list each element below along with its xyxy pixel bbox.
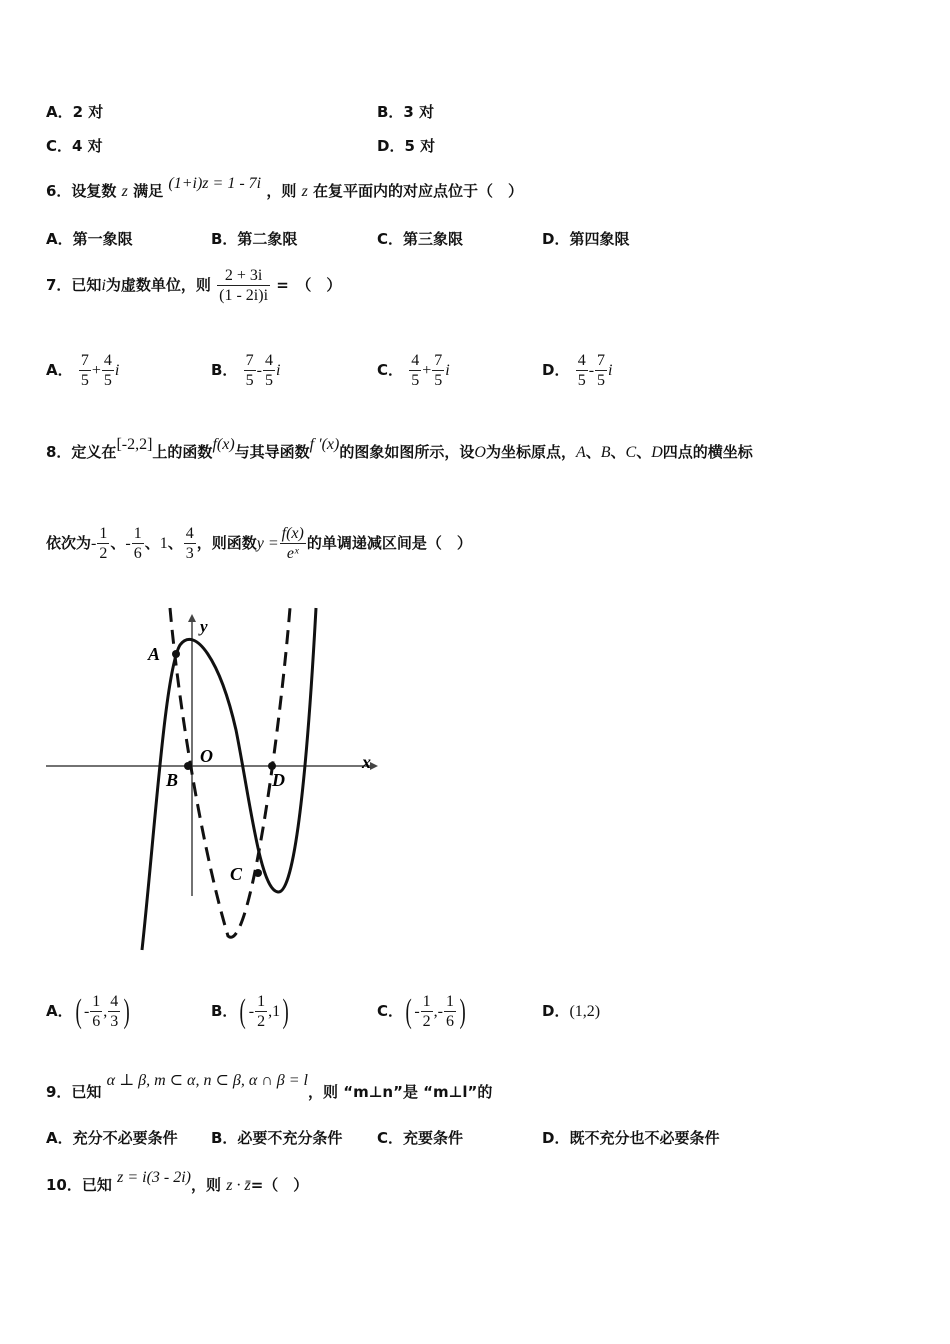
- q7-option-c: [377, 347, 450, 394]
- q6-equation: (1+i)z = 1 - 7i: [168, 175, 262, 192]
- num: 1: [133, 525, 142, 542]
- q8-a-label: A．: [46, 1002, 73, 1020]
- den: 3: [185, 545, 194, 562]
- i: i: [114, 362, 120, 379]
- den: 5: [411, 372, 420, 389]
- frac: [595, 351, 607, 390]
- num: 1: [422, 993, 431, 1010]
- frac: [280, 524, 306, 563]
- den: 2: [99, 545, 108, 562]
- q7-fraction: [217, 266, 270, 305]
- q7-denominator: (1 - 2i)i: [219, 287, 269, 304]
- q7-i: i: [101, 277, 106, 294]
- q9-option-c: C．充要条件: [377, 1129, 464, 1147]
- sep: 、: [585, 443, 601, 461]
- sep: 、: [610, 443, 626, 461]
- num: 7: [80, 352, 89, 369]
- num: 7: [434, 352, 443, 369]
- q8-option-c: C．( - $\frac{1}{2}$ ,- $\frac{1}{6}$ ): [377, 992, 466, 1030]
- den: 3: [110, 1013, 119, 1030]
- q6-z: z: [121, 183, 128, 200]
- i: i: [608, 362, 613, 379]
- q8-fpx: f ′(x): [309, 436, 340, 453]
- q8-interval: [-2,2]: [116, 436, 153, 453]
- frac: [79, 351, 91, 390]
- i: i: [445, 362, 450, 379]
- q8-t5: 四点的横坐标: [662, 443, 753, 461]
- frac: [102, 351, 114, 390]
- q7-option-b: [211, 347, 280, 394]
- q10-equation: z = i(3 - 2i): [117, 1169, 192, 1186]
- q8-d: D: [651, 444, 663, 461]
- num: 7: [245, 352, 254, 369]
- num: 4: [577, 352, 586, 369]
- num: 7: [597, 352, 606, 369]
- y-axis-arrow: [188, 614, 196, 622]
- frac: [432, 351, 444, 390]
- q10-expression: z · z̄: [226, 1177, 251, 1194]
- q8-t4: 为坐标原点，: [485, 443, 576, 461]
- num: f(x): [281, 525, 304, 542]
- q6-stem: [46, 175, 524, 202]
- q8-t6: ，则函数: [196, 534, 257, 552]
- frac: [132, 524, 144, 563]
- den: 5: [434, 372, 443, 389]
- i: i: [276, 362, 281, 379]
- x3: 1: [159, 535, 168, 552]
- den: 5: [103, 372, 112, 389]
- sep: 、: [167, 534, 183, 552]
- q8-b-label: B．: [211, 1002, 238, 1020]
- q8-t2: 与其导函数: [234, 443, 310, 461]
- sep: 、: [110, 534, 126, 552]
- num: 1: [99, 525, 108, 542]
- q8-t7: 的单调递减区间是（ ）: [306, 534, 472, 552]
- num: 1: [92, 993, 101, 1010]
- num: 4: [265, 352, 273, 369]
- sep: 、: [144, 534, 160, 552]
- op: +: [91, 362, 101, 379]
- q6-prefix: 6．设复数: [46, 182, 117, 200]
- q8-prefix: 8．定义在: [46, 443, 117, 461]
- frac: [244, 351, 256, 390]
- q6-option-d: D．第四象限: [542, 230, 630, 248]
- den: 2: [257, 1013, 266, 1030]
- q8-line2-prefix: 依次为: [46, 534, 92, 552]
- q6-option-b: B．第二象限: [211, 230, 298, 248]
- frac: [263, 351, 275, 390]
- q8-c: C: [625, 444, 637, 461]
- point-d: [268, 762, 276, 770]
- op: -: [256, 362, 262, 379]
- q9-stem: [46, 1072, 493, 1103]
- q7-d-label: D．: [542, 361, 570, 379]
- frac: [255, 992, 267, 1031]
- q10-suffix: =（ ）: [250, 1176, 309, 1194]
- q7-option-a: [46, 347, 119, 394]
- frac: [184, 524, 196, 563]
- point-b: [184, 762, 192, 770]
- q8-stem-line2: 依次为- $\frac{1}{2}$ 、- $\frac{1}{6}$ 、1、 $\frac{4}{3}$ ，则函数y = $\frac{f(x)}{\text{eˣ}}$ 的单调递减区间是（ ）: [46, 525, 472, 562]
- q6-option-a: A．第一象限: [46, 230, 133, 248]
- op: +: [422, 362, 432, 379]
- label-d: D: [272, 770, 285, 790]
- q8-d-value: (1,2): [569, 1003, 601, 1020]
- num: 4: [411, 352, 420, 369]
- q7-a-label: A．: [46, 361, 73, 379]
- q8-b: B: [600, 444, 611, 461]
- label-c: C: [230, 864, 243, 884]
- den: 5: [265, 372, 273, 389]
- den: 2: [422, 1013, 431, 1030]
- q5-option-a: A．2 对: [46, 103, 104, 121]
- label-a: A: [148, 644, 161, 664]
- x-axis-arrow: [370, 762, 378, 770]
- q8-c-label: C．: [377, 1002, 404, 1020]
- q6-text2: ，则: [266, 182, 297, 200]
- frac: [576, 351, 588, 390]
- num: 1: [257, 993, 266, 1010]
- q8-option-a: A．( - $\frac{1}{6}$ , $\frac{4}{3}$ ): [46, 992, 131, 1030]
- q8-option-b: B．( - $\frac{1}{2}$ ,1): [211, 992, 289, 1030]
- sep: 、: [636, 443, 652, 461]
- frac: [90, 992, 102, 1031]
- origin-label: O: [200, 746, 213, 766]
- num: 4: [185, 525, 194, 542]
- den: 5: [577, 372, 586, 389]
- q9-prefix: 9．已知: [46, 1083, 102, 1101]
- q8-o: O: [474, 444, 486, 461]
- den: 5: [597, 372, 606, 389]
- q9-option-d: D．既不充分也不必要条件: [542, 1129, 720, 1147]
- frac: [409, 351, 421, 390]
- q8-stem-line1: [46, 436, 753, 463]
- den: eˣ: [286, 545, 299, 562]
- q10-text: ，则: [191, 1176, 222, 1194]
- op: -: [588, 362, 595, 379]
- q7-c-label: C．: [377, 361, 404, 379]
- q6-text3: 在复平面内的对应点位于（ ）: [313, 182, 524, 200]
- q8-d-label: D．: [542, 1002, 570, 1020]
- q9-option-a: A．充分不必要条件: [46, 1129, 178, 1147]
- q7-stem: [46, 262, 341, 309]
- den: 6: [133, 545, 142, 562]
- q8-fx: f(x): [212, 436, 235, 453]
- q5-option-b: B．3 对: [377, 103, 435, 121]
- q5-option-d: D．5 对: [377, 137, 436, 155]
- point-c: [254, 869, 262, 877]
- q5-option-c: C．4 对: [46, 137, 103, 155]
- q6-z2: z: [301, 183, 308, 200]
- q7-numerator: 2 + 3i: [217, 266, 270, 286]
- den: 5: [80, 372, 89, 389]
- q8-t3: 的图象如图所示，设: [339, 443, 475, 461]
- q10-prefix: 10．已知: [46, 1176, 112, 1194]
- q8-t1: 上的函数: [152, 443, 213, 461]
- q6-option-c: C．第三象限: [377, 230, 464, 248]
- q10-stem: [46, 1169, 309, 1196]
- q7-prefix: 7．已知: [46, 276, 102, 294]
- q8-graph: [40, 600, 400, 960]
- num: 4: [110, 993, 119, 1010]
- q8-option-d: [542, 1001, 600, 1022]
- q6-mid: 满足: [133, 182, 164, 200]
- den: 6: [446, 1013, 454, 1030]
- den: 6: [92, 1013, 101, 1030]
- q9-condition: α ⊥ β, m ⊂ α, n ⊂ β, α ∩ β = l: [106, 1072, 308, 1089]
- q7-b-label: B．: [211, 361, 238, 379]
- q7-suffix: = （ ）: [276, 276, 342, 294]
- q7-mid: 为虚数单位，则: [105, 276, 211, 294]
- q8-y: y =: [256, 535, 279, 552]
- y-axis-label: y: [200, 617, 208, 636]
- q8-a: A: [575, 444, 586, 461]
- frac: [97, 524, 109, 563]
- v2: 1: [272, 1003, 281, 1020]
- label-b: B: [166, 770, 179, 790]
- point-a: [172, 650, 180, 658]
- frac: [108, 992, 120, 1031]
- q9-option-b: B．必要不充分条件: [211, 1129, 343, 1147]
- den: 5: [245, 372, 254, 389]
- frac: [421, 992, 433, 1031]
- num: 1: [446, 993, 454, 1010]
- frac: [444, 992, 456, 1031]
- q9-text: ，则 “m⊥n”是 “m⊥l”的: [307, 1083, 493, 1101]
- x-axis-label: x: [362, 752, 371, 772]
- q7-option-d: [542, 347, 612, 394]
- num: 4: [103, 352, 112, 369]
